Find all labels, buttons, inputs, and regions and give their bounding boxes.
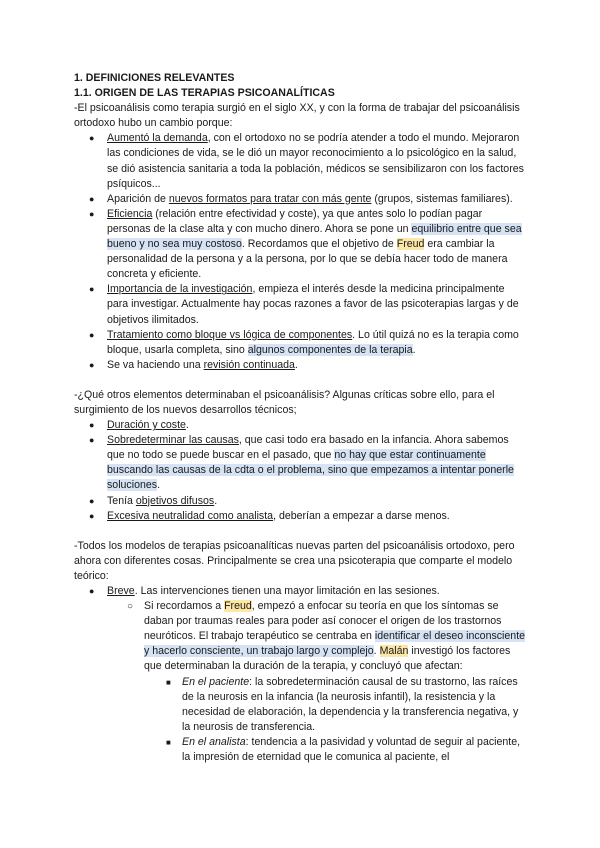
- bullet-icon: ●: [89, 329, 95, 340]
- section-heading: 1. DEFINICIONES RELEVANTES: [74, 72, 235, 84]
- list-item: ● Sobredeterminar las causas, que casi todo era basado en la infancia. Ahora sabemos que no todo se puede buscar en el pasado, que no hay que estar continuamente buscando las causas de la cdta o el problema, sino que empezamos a intentar ponerle soluciones.: [89, 434, 514, 492]
- subsection-heading: 1.1. ORIGEN DE LAS TERAPIAS PSICOANALÍTICAS: [74, 87, 335, 100]
- change-reasons-list: [74, 131, 526, 373]
- models-paragraph: -Todos los modelos de terapias psicoanalíticas nuevas parten del psicoanálisis ortodoxo, pero ahora con diferentes cosas. Principalmente se crea una psicoterapia que comparte el modelo teórico:: [74, 539, 515, 582]
- list-item: ● Aparición de nuevos formatos para tratar con más gente (grupos, sistemas familiares).: [74, 192, 526, 207]
- document-page: [74, 71, 526, 765]
- square-bullet-icon: ■: [166, 677, 171, 687]
- highlight: Freud: [396, 238, 425, 251]
- bullet-icon: ●: [89, 495, 95, 506]
- sub-sub-list-item: ■ En el paciente: la sobredeterminación causal de su trastorno, las raíces de la neurosis en la infancia (la neurosis infantil), la resistencia y la necesidad de elaboración, la dependencia y la transferencia negativa, y la neurosis de transferencia.: [166, 675, 519, 733]
- highlight: identificar el deseo inconsciente y hacerlo consciente, un trabajo largo y complejo: [144, 630, 526, 658]
- intro-paragraph: -El psicoanálisis como terapia surgió en el siglo XX, y con la forma de trabajar del psicoanálisis ortodoxo hubo un cambio porque:: [74, 102, 520, 130]
- bullet-icon: ●: [89, 193, 95, 204]
- list-item: ● Tenía objetivos difusos.: [74, 494, 526, 509]
- critique-paragraph: -¿Qué otros elementos determinaban el psicoanálisis? Algunas críticas sobre ello, para el surgimiento de los nuevos desarrollos técnicos;: [74, 388, 495, 416]
- highlight: Freud: [224, 600, 252, 613]
- list-item: ● Se va haciendo una revisión continuada.: [74, 358, 526, 373]
- circle-bullet-icon: ○: [127, 601, 134, 613]
- bullet-icon: ●: [89, 586, 95, 596]
- list-item: ● Excesiva neutralidad como analista, deberían a empezar a darse menos.: [74, 509, 526, 524]
- bullet-icon: ●: [89, 420, 95, 431]
- critique-list: [74, 418, 526, 524]
- bullet-icon: ●: [89, 208, 95, 219]
- list-item: ● Importancia de la investigación, empieza el interés desde la medicina principalmente para investigar. Actualmente hay pocas razones a favor de las psicoterapias largas y de objetivos ilimitados.: [89, 283, 519, 326]
- list-item: ● Tratamiento como bloque vs lógica de componentes. Lo útil quizá no es la terapia como bloque, usarla completa, sino algunos componentes de la terapia.: [89, 328, 519, 356]
- sub-sub-list-item: ■ En el analista: tendencia a la pasividad y voluntad de seguir al paciente, la impresión de eternidad que le comunica al paciente, el: [166, 735, 521, 764]
- list-item: ● Duración y coste.: [74, 418, 526, 433]
- bullet-icon: ●: [89, 133, 95, 144]
- models-list: [74, 584, 526, 765]
- list-item: ● Eficiencia (relación entre efectividad y coste), ya que antes solo lo podían pagar personas de la clase alta y con mucho dinero. Ahora se pone un equilibrio entre que sea bueno y no sea muy costoso. Recordamos que el objetivo de Freud era cambiar la personalidad de la persona y a la persona, por lo que se debía hacer todo de manera concreta y eficiente.: [89, 207, 522, 281]
- bullet-icon: ●: [89, 284, 95, 295]
- highlight: no hay que estar continuamente buscando las causas de la cdta o el problema, sino que empezamos a intentar ponerle soluciones: [107, 449, 514, 492]
- bullet-icon: ●: [89, 359, 95, 370]
- highlight: equilibrio entre que sea bueno y no sea muy costoso: [107, 222, 522, 251]
- highlight: algunos componentes de la terapia: [247, 343, 413, 356]
- highlight: Malán: [379, 645, 409, 658]
- bullet-icon: ●: [89, 510, 95, 521]
- square-bullet-icon: ■: [166, 737, 171, 747]
- sub-list-item: ○ Si recordamos a Freud, empezó a enfocar su teoría en que los síntomas se daban por traumas reales para poder así conocer el origen de los trastornos neuróticos. El trabajo terapéutico se centraba en identificar el deseo inconsciente y hacerlo consciente, un trabajo largo y complejo. Malán investigó los factores que determinaban la duración de la terapia, y concluyó que afectan:: [127, 600, 526, 673]
- list-item: ● Aumentó la demanda, con el ortodoxo no se podría atender a todo el mundo. Mejoraron las condiciones de vida, se le dió un mayor reconocimiento a lo psicológico en la salud, se dió asistencia sanitaria a toda la población, médicos se sensibilizaron con los factores psíquicos...: [89, 132, 524, 190]
- list-item: ● Breve. Las intervenciones tienen una mayor limitación en las sesiones.: [74, 584, 526, 599]
- bullet-icon: ●: [89, 435, 95, 446]
